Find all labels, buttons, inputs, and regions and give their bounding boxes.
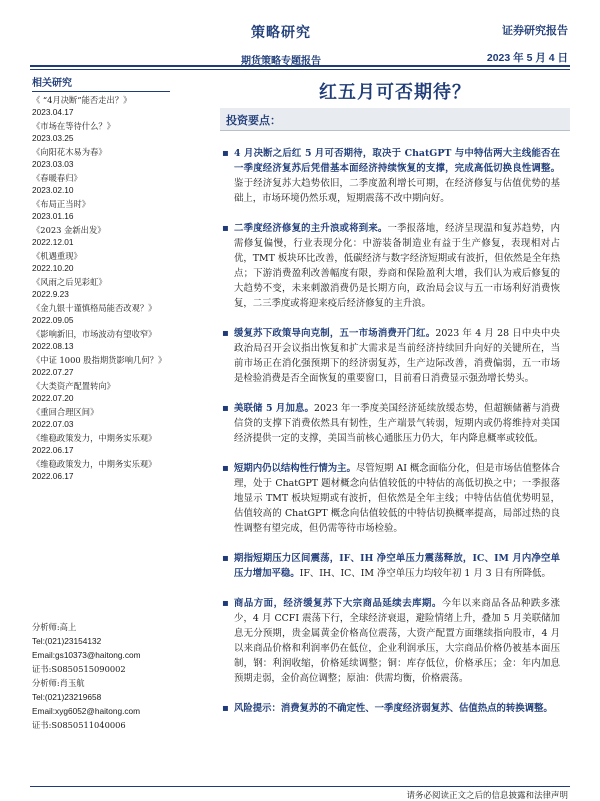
related-item-date: 2022.09.05 bbox=[32, 315, 74, 325]
related-item-title: 《维稳政策发力，中期务实乐观》 bbox=[32, 459, 157, 469]
investment-highlights bbox=[224, 146, 560, 716]
related-item-date: 2022.07.20 bbox=[32, 393, 74, 403]
analyst-tel: Tel:(021)23154132 bbox=[32, 636, 102, 646]
related-item[interactable] bbox=[32, 406, 202, 430]
related-item-title: 《重回合理区间》 bbox=[32, 407, 99, 417]
related-item[interactable] bbox=[32, 198, 202, 222]
highlight-bullet bbox=[224, 326, 560, 386]
bullet-body: 2023 年 4 月 28 日中央中央政治局召开会议指出恢复和扩大需求是当前经济持续回升向好的关键所在，当前市场正在消化强预期下的经济弱复苏，生产边际改善，消费偏弱，五一市场是检验消费是否全面恢复的重要窗口，目前看日消费显示强劲增长势头。 bbox=[234, 328, 560, 384]
related-item[interactable] bbox=[32, 172, 202, 196]
related-item-title: 《市场在等待什么？》 bbox=[32, 121, 115, 131]
related-item-title: 《向阳花木易为春》 bbox=[32, 147, 107, 157]
related-item-date: 2022.07.27 bbox=[32, 367, 74, 377]
report-subcategory: 期货策略专题报告 bbox=[241, 56, 321, 67]
related-item[interactable] bbox=[32, 354, 202, 378]
highlight-bullet bbox=[224, 701, 560, 716]
related-item-date: 2023.04.17 bbox=[32, 107, 74, 117]
related-item[interactable] bbox=[32, 276, 202, 300]
related-item-date: 2022.10.20 bbox=[32, 263, 74, 273]
related-item[interactable] bbox=[32, 120, 202, 144]
bullet-lead: 美联储 5 月加息。 bbox=[234, 403, 315, 414]
related-research-heading: 相关研究 bbox=[32, 74, 170, 92]
analyst-email[interactable]: Email:gs10373@haitong.com bbox=[32, 650, 141, 660]
related-item-title: 《布局正当时》 bbox=[32, 199, 91, 209]
related-item-title: 《维稳政策发力，中期务实乐观》 bbox=[32, 433, 157, 443]
bullet-lead: 缓复苏下政策导向克制，五一市场消费开门红。 bbox=[234, 328, 436, 339]
related-item[interactable] bbox=[32, 380, 202, 404]
bullet-body: 尽管短期 AI 概念面临分化，但是市场估值整体合理，处于 ChatGPT 题材概念向估值较低的中特估的高低切换之中；一季报落地显示 TMT 板块短期或有波折，但依然是全年主线；中特估估值优势明显，估值较高的 ChatGPT 概念向估值较低的中特估切换概率提高，局部过热的良性调整有望完成，但仍需等待市场检验。 bbox=[234, 463, 560, 534]
report-type: 证券研究报告 bbox=[502, 24, 568, 37]
related-item-title: 《影响新旧，市场波动有望收窄》 bbox=[32, 329, 157, 339]
highlight-bullet bbox=[224, 461, 560, 536]
related-item-title: 《春暖春归》 bbox=[32, 173, 82, 183]
highlight-bullet bbox=[224, 401, 560, 446]
related-item[interactable] bbox=[32, 146, 202, 170]
analyst-cert: 证书:S0850515090002 bbox=[32, 664, 126, 674]
related-item-date: 2023.01.16 bbox=[32, 211, 74, 221]
bullet-body: 一季报落地，经济呈现温和复苏趋势，内需修复偏慢，行业表现分化：中游装备制造业有益于生产修复，表现相对占优，TMT 板块环比改善，低碳经济与数字经济短期或有波折，但依然是全年热点；下游消费盈利改善幅度有限，券商和保险盈利大增，我们认为戒后修复的大趋势不变，未来刺激消费仍是长期方向，政治局会议与五一市场利好消费恢复，二三季度或将迎来疫后经济修复的主升浪。 bbox=[234, 223, 560, 309]
related-item-date: 2022.06.17 bbox=[32, 471, 74, 481]
highlight-bullet bbox=[224, 596, 560, 686]
related-research-list bbox=[32, 94, 202, 482]
highlight-bullet bbox=[224, 221, 560, 311]
bullet-lead: 二季度经济修复的主升浪或将到来。 bbox=[234, 223, 388, 234]
related-item-date: 2022.9.23 bbox=[32, 289, 69, 299]
disclaimer-text: 请务必阅读正文之后的信息披露和法律声明 bbox=[406, 791, 568, 801]
analyst-name: 分析师:高上 bbox=[32, 622, 77, 632]
related-item-date: 2022.07.03 bbox=[32, 419, 74, 429]
bullet-lead: 风险提示：消费复苏的不确定性、一季度经济弱复苏、估值热点的转换调整。 bbox=[234, 703, 553, 714]
header-divider bbox=[30, 65, 570, 67]
bullet-body: 鉴于经济复苏大趋势依旧，二季度盈利增长可期，在经济修复与估值优势的基础上，市场环境仍然乐观，短期震荡不改中期向好。 bbox=[234, 178, 560, 204]
bullet-body: IF、IH、IC、IM 净空单压力均较年初 1 月 3 日有所降低。 bbox=[299, 568, 551, 579]
bullet-lead: 商品方面，经济缓复苏下大宗商品延续去库期。 bbox=[234, 598, 442, 609]
analyst-cert: 证书:S0850511040006 bbox=[32, 720, 126, 730]
bullet-lead: 4 月决断之后红 5 月可否期待，取决于 ChatGPT 与中特估两大主线能否在一季度经济复苏后凭借基本面经济持续恢复的支撑，完成高低切换良性调整。 bbox=[234, 148, 560, 174]
analyst-tel: Tel:(021)23219658 bbox=[32, 692, 102, 702]
bullet-body: 今年以来商品各品种跌多涨少，4 月 CCFI 震荡下行，全球经济衰退，避险情绪上升，叠加 5 月美联储加息无分预期，贵金属黄金价格高位震荡，大资产配置方面继续指向股市，4 月以来商品价格和利润率仍在低位，企业利润承压，大宗商品价格仍被基本面压制，钢：利润收缩，价格延续调整；铜：库存低位，价格承压；金：年内加息预期走弱，金价高位调整；原油：供需均衡，价格震荡。 bbox=[234, 598, 560, 684]
analyst-info bbox=[32, 620, 202, 732]
section-header bbox=[220, 108, 570, 131]
related-item[interactable] bbox=[32, 302, 202, 326]
analyst-name: 分析师:肖玉航 bbox=[32, 678, 85, 688]
analyst-email[interactable]: Email:xyg6052@haitong.com bbox=[32, 706, 141, 716]
analyst-card bbox=[32, 676, 202, 732]
report-header-right bbox=[487, 22, 568, 65]
related-item[interactable] bbox=[32, 250, 202, 274]
related-item-title: 《2023 金新出发》 bbox=[32, 225, 106, 235]
related-item-date: 2023.02.10 bbox=[32, 185, 74, 195]
section-title: 投资要点： bbox=[226, 114, 281, 127]
related-item-title: 《金九银十谨慎格局能否改观？》 bbox=[32, 303, 157, 313]
analyst-card bbox=[32, 620, 202, 676]
related-item-title: 《 “4月决断”能否走出？》 bbox=[32, 95, 132, 105]
report-header-left bbox=[206, 22, 356, 67]
footer-divider bbox=[30, 786, 570, 787]
related-item-date: 2022.06.17 bbox=[32, 445, 74, 455]
related-research-sidebar bbox=[32, 74, 202, 482]
related-item-title: 《大类资产配置转向》 bbox=[32, 381, 115, 391]
highlight-bullet bbox=[224, 551, 560, 581]
related-item-title: 《风雨之后见彩虹》 bbox=[32, 277, 107, 287]
related-item-date: 2023.03.03 bbox=[32, 159, 74, 169]
related-item[interactable] bbox=[32, 432, 202, 456]
bullet-lead: 短期内仍以结构性行情为主。 bbox=[234, 463, 356, 474]
related-item-title: 《机遇重现》 bbox=[32, 251, 82, 261]
header-divider-thin bbox=[30, 69, 570, 70]
page-title: 红五月可否期待？ bbox=[319, 82, 471, 103]
related-item-title: 《中证 1000 股指期货影响几何？》 bbox=[32, 355, 167, 365]
bullet-lead: 期指短期压力区间震荡，IF、IH 净空单压力震荡释放，IC、IM 月内净空单压力增加平稳。 bbox=[234, 553, 560, 579]
related-item-date: 2022.08.13 bbox=[32, 341, 74, 351]
related-item-date: 2022.12.01 bbox=[32, 237, 74, 247]
report-category: 策略研究 bbox=[251, 25, 311, 41]
report-date: 2023 年 5 月 4 日 bbox=[486, 52, 568, 64]
related-item[interactable] bbox=[32, 328, 202, 352]
related-item-date: 2023.03.25 bbox=[32, 133, 74, 143]
related-item[interactable] bbox=[32, 224, 202, 248]
related-item[interactable] bbox=[32, 94, 202, 118]
highlight-bullet bbox=[224, 146, 560, 206]
bullet-body: 2023 年一季度美国经济延续放缓态势，但超额储蓄与消费信贷的支撑下消费依然具有韧性，生产端景气转弱，短期内或仍将维持对美国经济提供一定的支撑，美国当前核心通胀压力仍大，年内降息概率或较低。 bbox=[234, 403, 560, 444]
related-item[interactable] bbox=[32, 458, 202, 482]
